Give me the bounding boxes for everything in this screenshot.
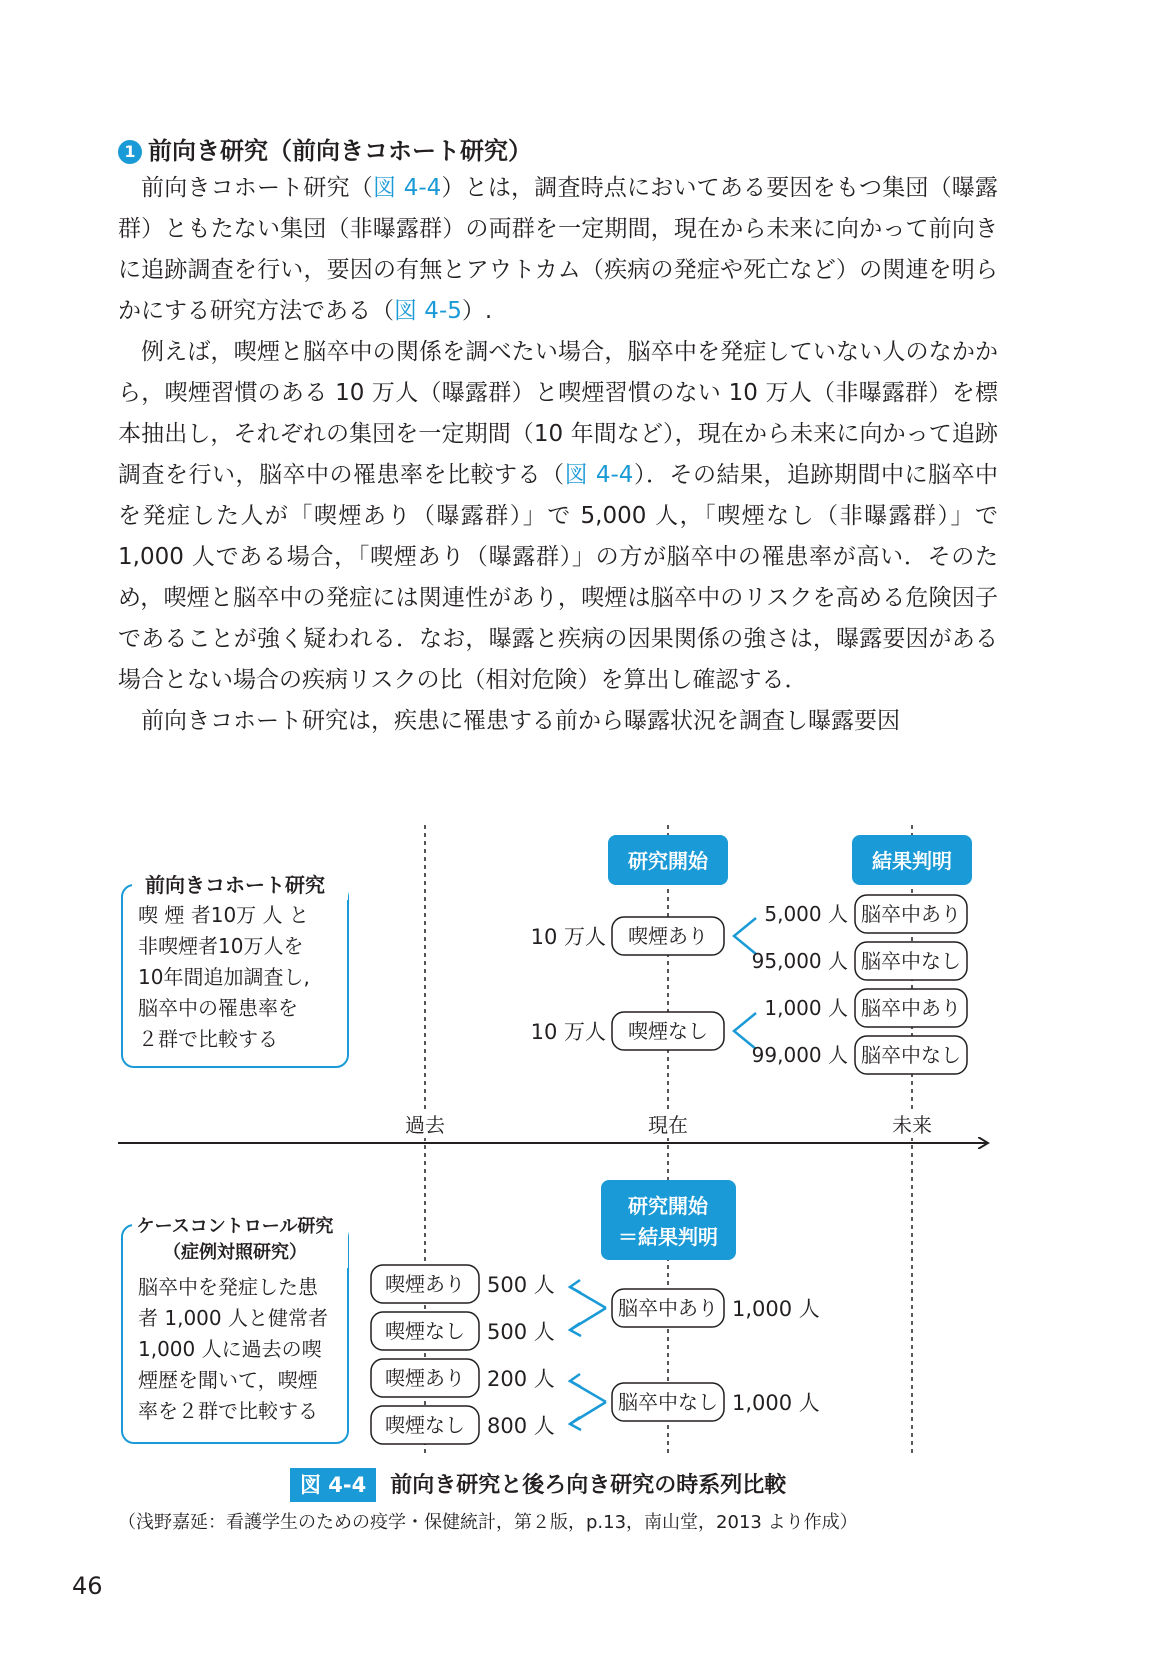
cohort-box-line: 10年間追加調査し, [138,965,310,989]
figure-caption [290,1468,786,1502]
cohort-group-label: 喫煙あり [628,924,708,948]
figure-reference-link[interactable]: 図 4-4 [372,175,442,201]
case-control-box-title: ケースコントロール研究 [136,1216,334,1237]
exposure-count: 200 人 [487,1367,555,1391]
reverse-arrow [570,1287,606,1330]
cohort-box-line: ２群で比較する [138,1027,278,1051]
exposure-count: 500 人 [487,1320,555,1344]
cohort-group-count: 10 万人 [530,925,606,949]
result-label: 結果判明 [872,849,952,873]
exposure-label: 喫煙なし [385,1319,465,1343]
paragraph-3: 前向きコホート研究は，疾患に罹患する前から曝露状況を調査し曝露要因 [141,708,900,734]
outcome-count: 95,000 人 [751,949,848,973]
case-group-label: 脳卒中あり [618,1296,718,1320]
case-group-count: 1,000 人 [732,1297,820,1321]
cohort-box-title: 前向きコホート研究 [145,873,325,897]
result-label: ＝結果判明 [618,1225,718,1249]
outcome-label: 脳卒中あり [861,902,961,926]
outcome-count: 5,000 人 [764,902,848,926]
page-number: 46 [72,1572,103,1600]
section-number-badge: 1 [118,140,142,164]
cohort-group-count: 10 万人 [530,1020,606,1044]
figure-caption-tag: 図 4-4 [290,1468,376,1502]
exposure-count: 800 人 [487,1414,555,1438]
timeline-past-label: 過去 [405,1113,445,1137]
case-group-count: 1,000 人 [732,1391,820,1415]
study-start-label: 研究開始 [628,1194,708,1218]
outcome-label: 脳卒中なし [861,1043,961,1067]
figure-reference-link[interactable]: 図 4-4 [564,462,634,488]
timeline-future-label: 未来 [892,1113,932,1137]
exposure-label: 喫煙あり [385,1366,465,1390]
cohort-box-line: 喫 煙 者10万 人 と [138,903,309,927]
case-control-box-line: 脳卒中を発症した患 [138,1275,318,1299]
timeline-present-label: 現在 [648,1113,688,1137]
outcome-count: 99,000 人 [751,1043,848,1067]
cohort-group-label: 喫煙なし [628,1019,708,1043]
case-control-box-subtitle: （症例対照研究） [163,1242,307,1263]
study-start-label: 研究開始 [628,849,708,873]
section-title: 前向き研究（前向きコホート研究） [148,137,532,165]
figure-reference-link[interactable]: 図 4-5 [394,298,462,324]
outcome-count: 1,000 人 [764,996,848,1020]
case-control-box-line: 1,000 人に過去の喫 [138,1337,322,1361]
exposure-label: 喫煙なし [385,1413,465,1437]
paragraph-1: 前向きコホート研究（図 4-4）とは，調査時点においてある要因をもつ集団（曝露群）ともたない集団（非曝露群）の両群を一定期間，現在から未来に向かって前向きに追跡調査を行い，要因の有無とアウトカム（疾病の発症や死亡など）の関連を明らかにする研究方法である（図 4-5）. [118,175,999,324]
reverse-arrow [570,1381,606,1424]
paragraph-2: 例えば，喫煙と脳卒中の関係を調べたい場合，脳卒中を発症していない人のなかから，喫煙習慣のある 10 万人（曝露群）と喫煙習慣のない 10 万人（非曝露群）を標本抽出し，それぞれの集団を一定期間（10 年間など），現在から未来に向かって追跡調査を行い，脳卒中の罹患率を比較する（図 4-4）．その結果，追跡期間中に脳卒中を発症した人が「喫煙あり（曝露群）」で 5,000 人，「喫煙なし（非曝露群）」で 1,000 人である場合，「喫煙あり（曝露群）」の方が脳卒中の罹患率が高い．そのため，喫煙と脳卒中の発症には関連性があり，喫煙は脳卒中のリスクを高める危険因子であることが強く疑われる．なお，曝露と疾病の因果関係の強さは，曝露要因がある場合とない場合の疾病リスクの比（相対危険）を算出し確認する． [118,339,999,693]
case-control-box-line: 煙歴を聞いて，喫煙 [138,1368,318,1392]
figure-source: （浅野嘉延：看護学生のための疫学・保健統計，第２版，p.13，南山堂，2013 より作成） [118,1512,858,1533]
case-group-label: 脳卒中なし [618,1390,718,1414]
exposure-count: 500 人 [487,1273,555,1297]
case-control-box-line: 者 1,000 人と健常者 [138,1306,328,1330]
exposure-label: 喫煙あり [385,1272,465,1296]
cohort-box-line: 脳卒中の罹患率を [138,996,298,1020]
cohort-box-line: 非喫煙者10万人を [138,934,304,958]
outcome-label: 脳卒中あり [861,996,961,1020]
case-control-box-line: 率を２群で比較する [138,1399,318,1423]
outcome-label: 脳卒中なし [861,949,961,973]
figure-caption-text: 前向き研究と後ろ向き研究の時系列比較 [390,1473,787,1498]
